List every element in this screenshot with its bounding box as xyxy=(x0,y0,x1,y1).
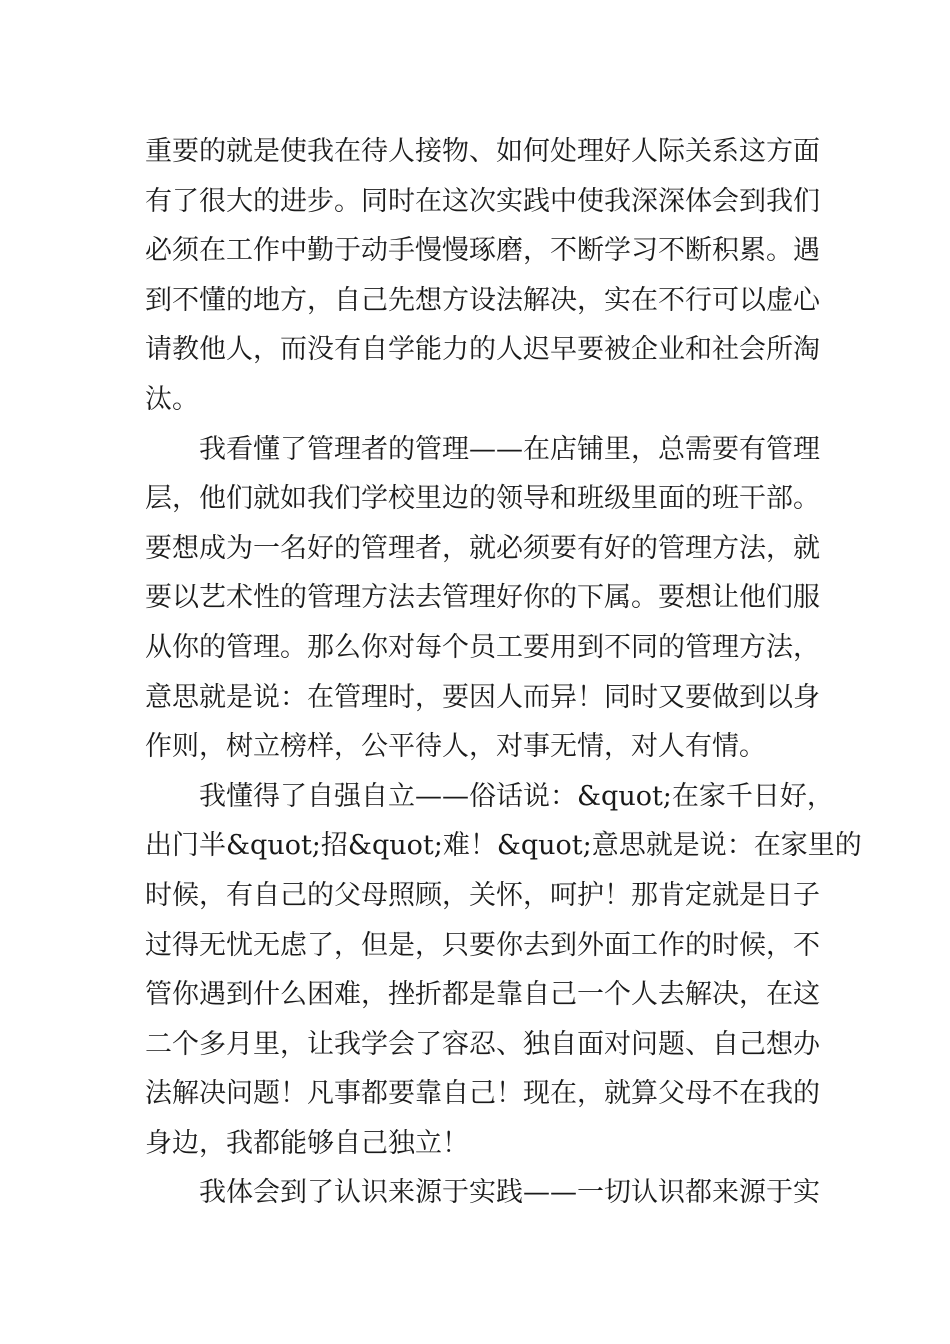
text-line: 身边，我都能够自己独立！ xyxy=(145,1127,469,1159)
text-line: 我看懂了管理者的管理——在店铺里，总需要有管理 xyxy=(145,433,820,465)
text-line: 到不懂的地方，自己先想方设法解决，实在不行可以虚心 xyxy=(145,284,820,316)
body-text xyxy=(145,127,862,1218)
text-line: 层，他们就如我们学校里边的领导和班级里面的班干部。 xyxy=(145,483,820,515)
text-line: 过得无忧无虑了，但是，只要你去到外面工作的时候，不 xyxy=(145,929,820,961)
text-line: 要以艺术性的管理方法去管理好你的下属。要想让他们服 xyxy=(145,582,820,614)
text-line: 二个多月里，让我学会了容忍、独自面对问题、自己想办 xyxy=(145,1028,820,1060)
text-line: 管你遇到什么困难，挫折都是靠自己一个人去解决，在这 xyxy=(145,979,820,1011)
text-line: 我体会到了认识来源于实践——一切认识都来源于实 xyxy=(145,1177,820,1209)
paragraph-1 xyxy=(145,127,820,425)
text-line: 从你的管理。那么你对每个员工要用到不同的管理方法， xyxy=(145,631,820,663)
text-line: 作则，树立榜样，公平待人，对事无情，对人有情。 xyxy=(145,731,766,763)
text-line: 出门半&quot;招&quot;难！&quot;意思就是说：在家里的 xyxy=(145,830,862,862)
text-line: 法解决问题！凡事都要靠自己！现在，就算父母不在我的 xyxy=(145,1078,820,1110)
text-line: 请教他人，而没有自学能力的人迟早要被企业和社会所淘 xyxy=(145,334,820,366)
text-line: 要想成为一名好的管理者，就必须要有好的管理方法，就 xyxy=(145,532,820,564)
text-line: 有了很大的进步。同时在这次实践中使我深深体会到我们 xyxy=(145,185,820,217)
text-line: 汰。 xyxy=(145,383,199,415)
text-line: 意思就是说：在管理时，要因人而异！同时又要做到以身 xyxy=(145,681,820,713)
text-line: 时候，有自己的父母照顾，关怀，呵护！那肯定就是日子 xyxy=(145,879,820,911)
paragraph-4 xyxy=(145,1168,820,1218)
paragraph-2 xyxy=(145,425,820,772)
paragraph-3 xyxy=(145,772,862,1169)
text-line: 我懂得了自强自立——俗话说：&quot;在家千日好， xyxy=(145,780,834,812)
text-line: 重要的就是使我在待人接物、如何处理好人际关系这方面 xyxy=(145,136,820,167)
text-line: 必须在工作中勤于动手慢慢琢磨，不断学习不断积累。遇 xyxy=(145,235,820,267)
